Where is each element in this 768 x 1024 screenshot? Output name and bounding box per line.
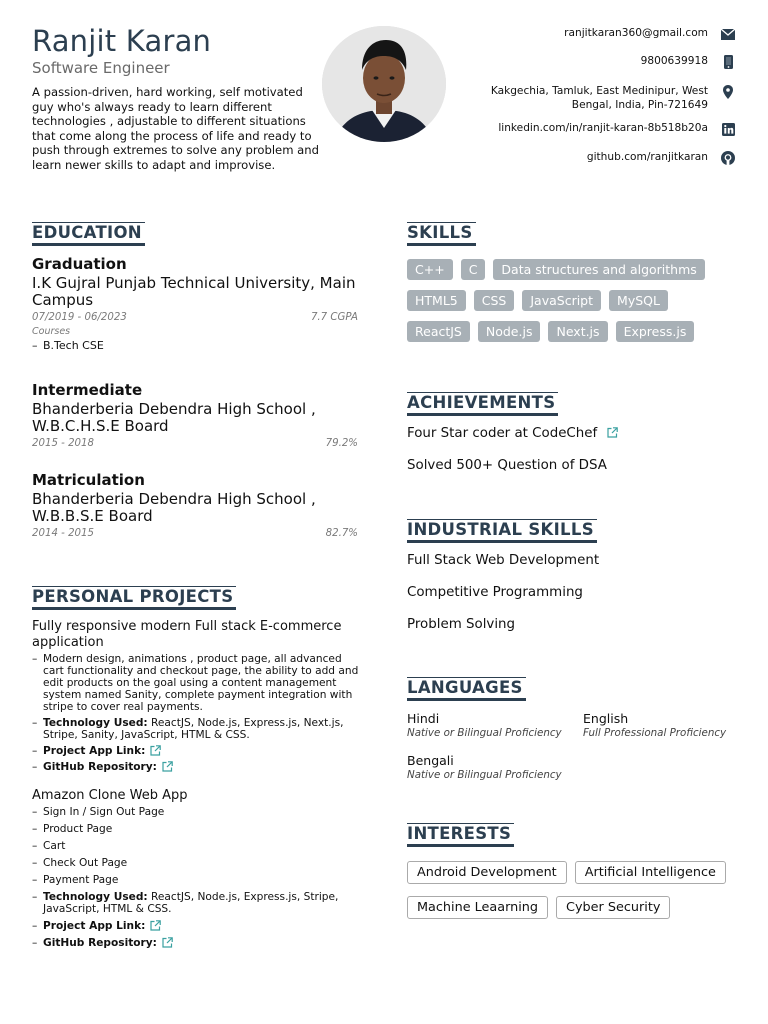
project-repo-link[interactable]: – GitHub Repository: <box>32 761 362 773</box>
edu-institution: Bhanderberia Debendra High School , W.B.B.S.E Board <box>32 490 316 525</box>
language-name: English <box>583 711 629 726</box>
edu-dates: 2014 - 2015 <box>32 528 95 539</box>
project-title: Amazon Clone Web App <box>32 788 188 803</box>
project-app-link[interactable]: – Project App Link: <box>32 920 362 932</box>
skill-chip: Node.js <box>478 321 541 342</box>
education-entry-intermediate <box>32 381 358 449</box>
contact-phone[interactable] <box>456 54 736 84</box>
edu-dates: 2015 - 2018 <box>32 438 95 449</box>
projects-heading: PERSONAL PROJECTS <box>32 586 236 610</box>
skill-chip: C <box>461 259 486 280</box>
list-item: – Cart <box>32 840 66 852</box>
contact-address <box>456 84 736 121</box>
list-item: – Sign In / Sign Out Page <box>32 806 165 818</box>
languages-heading: LANGUAGES <box>407 677 526 701</box>
education-heading: EDUCATION <box>32 222 145 246</box>
edu-dates: 07/2019 - 06/2023 <box>32 312 127 323</box>
skill-chip: HTML5 <box>407 290 466 311</box>
skills-heading: SKILLS <box>407 222 476 246</box>
contact-block <box>456 26 736 174</box>
edu-score: 7.7 CGPA <box>310 312 358 323</box>
interests-row-2 <box>407 896 670 919</box>
skill-chip: JavaScript <box>522 290 601 311</box>
linkedin-text[interactable]: linkedin.com/in/ranjit-karan-8b518b20a <box>498 122 708 134</box>
edu-degree: Graduation <box>32 255 127 273</box>
project-amazon-clone <box>32 788 362 949</box>
edu-institution: Bhanderberia Debendra High School , W.B.C.H.S.E Board <box>32 400 316 435</box>
external-link-icon[interactable] <box>150 920 161 931</box>
contact-email[interactable] <box>456 26 736 54</box>
github-icon <box>720 150 736 166</box>
language-hindi <box>407 711 562 739</box>
edu-score: 82.7% <box>325 528 358 539</box>
achievements-heading: ACHIEVEMENTS <box>407 392 558 416</box>
skill-chip: ReactJS <box>407 321 470 342</box>
achievement-item: Four Star coder at CodeChef <box>407 426 618 441</box>
skill-chip: MySQL <box>609 290 668 311</box>
language-level: Native or Bilingual Proficiency <box>407 727 562 739</box>
edu-meta <box>32 528 358 539</box>
industrial-skill-item: Competitive Programming <box>407 585 583 600</box>
candidate-name: Ranjit Karan <box>32 24 212 58</box>
industrial-skill-item: Full Stack Web Development <box>407 553 600 568</box>
edu-score: 79.2% <box>325 438 358 449</box>
external-link-icon[interactable] <box>162 937 173 948</box>
course-item: – B.Tech CSE <box>32 339 104 352</box>
envelope-icon <box>720 26 736 42</box>
linkedin-icon <box>720 121 736 137</box>
language-name: Hindi <box>407 711 440 726</box>
language-level: Full Professional Proficiency <box>583 727 727 739</box>
project-description: – Modern design, animations , product page, all advanced cart functionality and checkout page, the ability to add and edit products on the goal using a content management system named Sanity, complete payment integration with stripe to cover real payments. <box>32 653 359 713</box>
external-link-icon[interactable] <box>162 761 173 772</box>
project-app-link[interactable]: – Project App Link: <box>32 745 362 757</box>
project-repo-link[interactable]: – GitHub Repository: <box>32 937 362 949</box>
email-text[interactable]: ranjitkaran360@gmail.com <box>564 27 708 39</box>
project-tech: – Technology Used: ReactJS, Node.js, Express.js, Stripe, JavaScript, HTML & CSS. <box>32 891 339 915</box>
interest-chip: Machine Leaarning <box>407 896 548 919</box>
list-item: – Check Out Page <box>32 857 128 869</box>
github-text[interactable]: github.com/ranjitkaran <box>586 151 708 163</box>
interest-chip: Artificial Intelligence <box>575 861 726 884</box>
interests-heading: INTERESTS <box>407 823 514 847</box>
list-item: – Payment Page <box>32 874 119 886</box>
location-pin-icon <box>720 84 736 100</box>
education-entry-matriculation <box>32 471 358 539</box>
address-line-2: Bengal, India, Pin-721649 <box>571 99 708 111</box>
interest-chip: Android Development <box>407 861 567 884</box>
edu-degree: Matriculation <box>32 471 145 489</box>
external-link-icon[interactable] <box>607 427 618 438</box>
industrial-skill-item: Problem Solving <box>407 617 516 632</box>
profile-photo <box>322 26 446 142</box>
project-tech: – Technology Used: ReactJS, Node.js, Express.js, Next.js, Stripe, Sanity, JavaScript, HTML & CSS. <box>32 717 344 741</box>
skill-chip: C++ <box>407 259 453 280</box>
summary-text: A passion-driven, hard working, self motivated guy who's always ready to learn different technologies , adjustable to different situations that come along the process of life and ready to push through extremes to solve any problem and learn newer skills to adapt and improvise. <box>32 85 319 172</box>
interest-chip: Cyber Security <box>556 896 670 919</box>
phone-text[interactable]: 9800639918 <box>640 55 708 67</box>
industrial-skills-heading: INDUSTRIAL SKILLS <box>407 519 597 543</box>
skills-chips <box>407 259 737 352</box>
skill-chip: Express.js <box>616 321 695 342</box>
edu-meta <box>32 438 358 449</box>
language-bengali <box>407 753 562 781</box>
candidate-role: Software Engineer <box>32 59 170 77</box>
achievement-item: Solved 500+ Question of DSA <box>407 458 607 473</box>
external-link-icon[interactable] <box>150 745 161 756</box>
skill-chip: CSS <box>474 290 515 311</box>
language-english <box>583 711 726 739</box>
skill-chip: Next.js <box>548 321 607 342</box>
language-name: Bengali <box>407 753 454 768</box>
contact-github[interactable] <box>456 150 736 174</box>
phone-icon <box>720 54 736 70</box>
project-ecommerce <box>32 619 362 773</box>
address-line-1: Kakgechia, Tamluk, East Medinipur, West <box>490 85 708 97</box>
list-item: – Product Page <box>32 823 113 835</box>
courses-label: Courses <box>32 326 71 337</box>
language-level: Native or Bilingual Proficiency <box>407 769 562 781</box>
education-entry-graduation <box>32 255 358 352</box>
project-title: Fully responsive modern Full stack E-commerce application <box>32 619 342 650</box>
edu-meta <box>32 312 358 323</box>
edu-institution: I.K Gujral Punjab Technical University, Main Campus <box>32 274 356 309</box>
interests-row-1 <box>407 861 726 884</box>
edu-degree: Intermediate <box>32 381 143 399</box>
skill-chip: Data structures and algorithms <box>493 259 704 280</box>
contact-linkedin[interactable] <box>456 121 736 150</box>
